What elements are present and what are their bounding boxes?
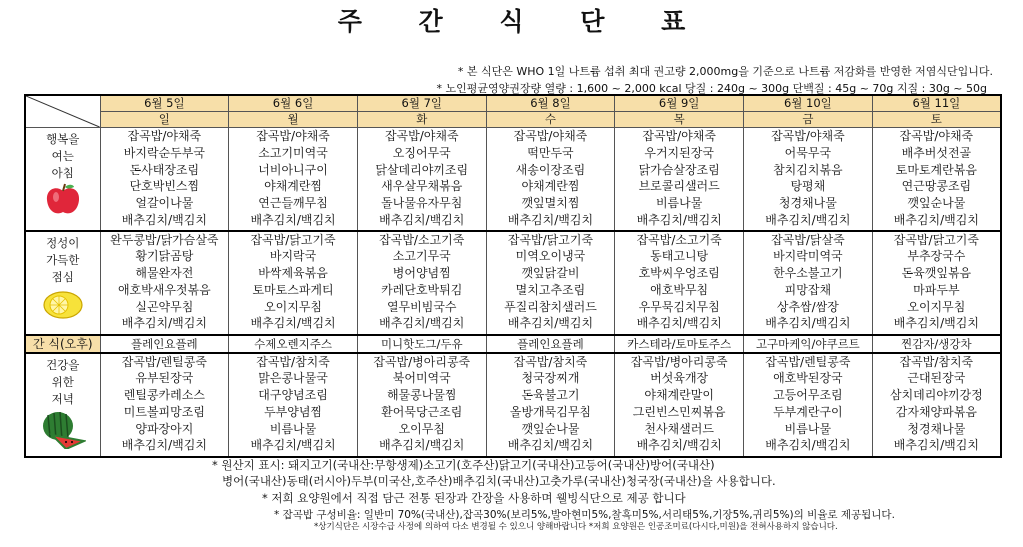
menu-item: 야채계란찜 [264,179,323,194]
dinner-menu-cell [486,353,615,457]
nutrition-note: * 노인평균영양권장량 열량 : 1,600 ~ 2,000 kcal 당질 : 240g ~ 300g 단백질 : 45g ~ 70g 지질 : 30g ~ 50g [436,82,987,95]
menu-item: 잡곡밥/닭살죽 [771,232,845,247]
menu-item: 배추김치/백김치 [893,316,979,331]
menu-item: 우무묵김치무침 [638,299,720,314]
menu-item: 상추쌈/쌈장 [776,299,839,314]
weekday-cell: 일 [100,112,229,128]
lemon-icon [41,287,85,326]
menu-item: 배추김치/백김치 [765,438,851,453]
snack-item: 찐감자/생강차 [872,335,1001,353]
meal-label-line: 정성이 [46,235,80,250]
menu-item: 올방개묵김무침 [509,404,592,419]
menu-item: 토마토계란볶음 [895,162,977,177]
menu-item: 잡곡밥/야채죽 [256,129,330,143]
menu-item: 두부양념찜 [264,404,323,419]
breakfast-menu-cell [615,128,744,231]
menu-item: 새우살무채볶음 [381,179,463,194]
menu-item: 잡곡밥/병아리콩죽 [373,354,471,369]
menu-item: 배추김치/백김치 [379,316,465,331]
menu-item: 미트볼피망조림 [123,404,205,419]
menu-item: 돌나물유자무침 [381,196,463,211]
date-cell: 6월 9일 [615,95,744,112]
menu-item: 천사채샐러드 [644,421,714,436]
menu-item: 감자채양파볶음 [895,404,977,419]
menu-item: 그린빈스민찌볶음 [632,404,726,419]
date-cell: 6월 10일 [744,95,873,112]
menu-item: 야채계란말이 [644,388,714,403]
menu-item: 양파장아지 [135,421,194,436]
menu-item: 잡곡밥/야채죽 [384,129,459,143]
menu-item: 오징어무국 [392,145,451,160]
menu-item: 깻잎닭갈비 [521,266,580,281]
menu-item: 청경채나물 [778,196,837,211]
menu-item: 병어양념찜 [392,266,451,281]
menu-item: 브로콜리샐러드 [638,179,720,194]
menu-item: 잡곡밥/렌틸콩죽 [121,354,207,369]
menu-item: 멸치고추조림 [515,282,586,297]
meal-label-line: 저녁 [51,391,74,406]
menu-item: 동태고니탕 [650,249,709,264]
menu-item: 잡곡밥/야채죽 [642,129,716,143]
menu-item: 잡곡밥/닭고기죽 [507,232,594,247]
menu-item: 카레단호박튀김 [381,282,463,297]
snack-item: 카스테라/토마토주스 [615,335,744,353]
menu-item: 닭가슴살장조림 [638,162,720,177]
date-cell: 6월 7일 [357,95,486,112]
snack-row [25,335,1001,353]
menu-item: 잡곡밥/소고기죽 [636,232,722,247]
menu-item: 탕평채 [790,179,826,194]
menu-item: 배추김치/백김치 [121,212,207,227]
menu-item: 소고기무국 [392,249,451,264]
lunch-label [25,231,100,335]
menu-item: 얼갈이나물 [135,196,194,211]
menu-item: 배추김치/백김치 [121,316,207,331]
breakfast-menu-cell [100,128,229,231]
menu-item: 잡곡밥/야채죽 [899,129,974,143]
menu-item: 잡곡밥/참치죽 [256,354,330,369]
menu-item: 잡곡밥/참치죽 [899,354,974,369]
lunch-row [25,231,1001,335]
menu-item: 렌틸콩카레소스 [123,388,205,403]
menu-item: 유부된장국 [135,371,194,386]
weekday-cell: 목 [615,112,744,128]
menu-item: 한우소불고기 [773,266,843,281]
menu-item: 고등어무조림 [773,388,843,403]
menu-item: 푸질리참치샐러드 [504,299,597,314]
menu-item: 근대된장국 [907,371,966,386]
menu-item: 오이무침 [398,421,445,436]
grain-note: * 잡곡밥 구성비율: 일반미 70%(국내산),잡곡30%(보리5%,발아현미5%,찰흑미5%,서리태5%,기장5%,귀리5%)의 비율로 제공됩니다. [274,509,895,521]
origin-note: * 원산지 표시: 돼지고기(국내산:무항생제)소고기(호주산)닭고기(국내산)고등어(국내산)방어(국내산) [212,458,715,472]
breakfast-label [25,128,100,231]
menu-item: 배추김치/백김치 [765,316,851,331]
snack-item: 플레인요플레 [486,335,615,353]
lunch-menu-cell [229,231,358,335]
menu-item: 대구양념조림 [258,388,328,403]
menu-item: 바싹제육볶음 [258,266,328,281]
menu-item: 미역오이냉국 [515,249,586,264]
menu-item: 비름나물 [269,421,317,436]
diagonal-line [26,96,100,127]
menu-item: 두부계란구이 [773,404,843,419]
menu-item: 해물콩나물찜 [386,388,457,403]
menu-item: 잡곡밥/참치죽 [513,354,588,369]
menu-item: 배추김치/백김치 [379,212,465,227]
menu-item: 배추김치/백김치 [636,316,722,331]
menu-item: 배추김치/백김치 [507,212,594,227]
breakfast-row [25,128,1001,231]
menu-item: 삼치데리야끼강정 [889,388,983,403]
menu-item: 마파두부 [913,282,960,297]
menu-item: 오이지무침 [907,299,966,314]
menu-item: 황기닭곰탕 [135,249,194,264]
menu-item: 새송이장조림 [515,162,586,177]
dinner-menu-cell [229,353,358,457]
menu-item: 잡곡밥/소고기죽 [379,232,465,247]
menu-item: 잡곡밥/야채죽 [513,129,588,143]
meal-label-line: 가득한 [46,252,80,267]
dinner-label [25,353,100,457]
menu-item: 배추김치/백김치 [893,438,979,453]
menu-item: 깻잎순나물 [907,196,966,211]
date-cell: 6월 11일 [872,95,1001,112]
lunch-menu-cell [100,231,229,335]
date-cell: 6월 5일 [100,95,229,112]
menu-item: 참치김치볶음 [773,162,843,177]
menu-item: 연근들깨무침 [258,196,328,211]
lunch-menu-cell [615,231,744,335]
menu-item: 단호박빈스찜 [129,179,200,194]
origin-note-cont: 병어(국내산)동태(러시아)두부(미국산,호주산)배추김치(국내산)고춧가루(국내산)청국장(국내산)을 사용합니다. [222,474,776,488]
date-cell: 6월 6일 [229,95,358,112]
snack-label: 간 식(오후) [25,335,100,353]
menu-item: 어묵무국 [784,145,832,160]
meal-label-line: 아침 [51,166,74,180]
menu-item: 바지락순두부국 [123,145,205,160]
breakfast-menu-cell [744,128,873,231]
snack-item: 미니핫도그/두유 [357,335,486,353]
dinner-menu-cell [357,353,486,457]
menu-item: 떡만두국 [527,145,574,160]
dinner-row [25,353,1001,457]
menu-item: 애호박새우젓볶음 [117,282,211,297]
menu-item: 깻잎순나물 [521,421,580,436]
dinner-menu-cell [615,353,744,457]
menu-item: 잡곡밥/야채죽 [127,129,202,143]
menu-item: 소고기미역국 [258,145,328,160]
dinner-menu-cell [744,353,873,457]
breakfast-menu-cell [486,128,615,231]
page-title: 주 간 식 단 표 [337,7,710,36]
meal-label-line: 위한 [51,374,74,389]
date-cell: 6월 8일 [486,95,615,112]
change-note: *상기식단은 시장수급 사정에 의하여 다소 변경될 수 있으니 양해바랍니다 *저희 요양원은 인공조미료(다시다,미원)을 전혀사용하지 않습니다. [314,522,838,532]
menu-item: 바지락국 [269,249,317,264]
menu-item: 잡곡밥/닭고기죽 [250,232,336,247]
snack-item: 수제오렌지주스 [229,335,358,353]
menu-item: 버섯육개장 [650,371,709,386]
meal-label-line: 여는 [51,149,74,163]
menu-item: 열무비빔국수 [386,299,457,314]
menu-item: 너비아니구이 [258,162,328,177]
snack-item: 고구마케익/야쿠르트 [744,335,873,353]
weekday-row [25,112,1001,128]
lunch-menu-cell [744,231,873,335]
menu-item: 닭살데리야끼조림 [375,162,469,177]
lunch-menu-cell [357,231,486,335]
menu-item: 우거지된장국 [644,145,714,160]
menu-item: 배추김치/백김치 [121,438,207,453]
menu-item: 돈육깻잎볶음 [901,266,972,281]
watermelon-icon [40,409,86,454]
menu-item: 배추김치/백김치 [250,438,336,453]
menu-item: 실곤약무침 [135,299,194,314]
lunch-menu-cell [486,231,615,335]
menu-item: 바지락미역국 [773,249,843,264]
breakfast-menu-cell [872,128,1001,231]
menu-item: 잡곡밥/야채죽 [771,129,845,143]
meal-label-line: 행복을 [46,132,80,146]
menu-item: 야채계란찜 [521,179,580,194]
apple-icon [44,183,82,222]
menu-item: 토마토스파게티 [252,282,334,297]
weekday-cell: 화 [357,112,486,128]
menu-item: 배추김치/백김치 [250,316,336,331]
menu-item: 완두콩밥/닭가슴살죽 [110,232,219,247]
menu-item: 해물완자전 [135,266,194,281]
sodium-note: * 본 식단은 WHO 1일 나트륨 섭취 최대 권고량 2,000mg을 기준으로 나트륨 저감화를 반영한 저염식단입니다. [457,65,993,78]
menu-item: 배추김치/백김치 [507,316,594,331]
weekday-cell: 금 [744,112,873,128]
breakfast-menu-cell [229,128,358,231]
menu-item: 잡곡밥/닭고기죽 [893,232,979,247]
dinner-menu-cell [100,353,229,457]
meal-label-line: 건강을 [46,357,80,372]
weekday-cell: 수 [486,112,615,128]
corner-cell [25,95,100,128]
menu-item: 애호박무침 [650,282,709,297]
meal-label-line: 점심 [51,269,74,284]
sauce-note: * 저희 요양원에서 직접 담근 전통 된장과 간장을 사용하며 웰빙식단으로 제공 합니다 [262,491,686,505]
menu-item: 배추김치/백김치 [636,438,722,453]
menu-item: 배추김치/백김치 [765,212,851,227]
menu-item: 돈육불고기 [521,388,580,403]
menu-item: 잡곡밥/렌틸콩죽 [765,354,851,369]
snack-item: 플레인요플레 [100,335,229,353]
menu-item: 비름나물 [655,196,703,211]
menu-item: 잡곡밥/병아리콩죽 [630,354,728,369]
menu-item: 배추김치/백김치 [379,438,465,453]
menu-item: 맑은콩나물국 [258,371,328,386]
menu-item: 배추김치/백김치 [636,212,722,227]
menu-item: 피망잡채 [784,282,832,297]
weekday-cell: 월 [229,112,358,128]
weekday-cell: 토 [872,112,1001,128]
menu-item: 환어묵당근조림 [381,404,463,419]
menu-item: 연근땅콩조림 [901,179,972,194]
menu-item: 배추김치/백김치 [507,438,594,453]
menu-item: 배추김치/백김치 [250,212,336,227]
menu-item: 청국장찌개 [521,371,580,386]
menu-item: 돈사태장조림 [129,162,200,177]
menu-item: 호박씨우엉조림 [638,266,720,281]
dinner-menu-cell [872,353,1001,457]
menu-item: 부추장국수 [907,249,966,264]
date-row [25,95,1001,112]
breakfast-menu-cell [357,128,486,231]
menu-item: 배추김치/백김치 [893,212,979,227]
menu-item: 오이지무침 [264,299,323,314]
menu-item: 청경채나물 [907,421,966,436]
lunch-menu-cell [872,231,1001,335]
menu-item: 깻잎멸치찜 [521,196,580,211]
menu-item: 애호박된장국 [773,371,843,386]
menu-table [24,94,1002,458]
menu-item: 북어미역국 [392,371,451,386]
menu-item: 배추버섯전골 [901,145,972,160]
menu-item: 비름나물 [784,421,832,436]
